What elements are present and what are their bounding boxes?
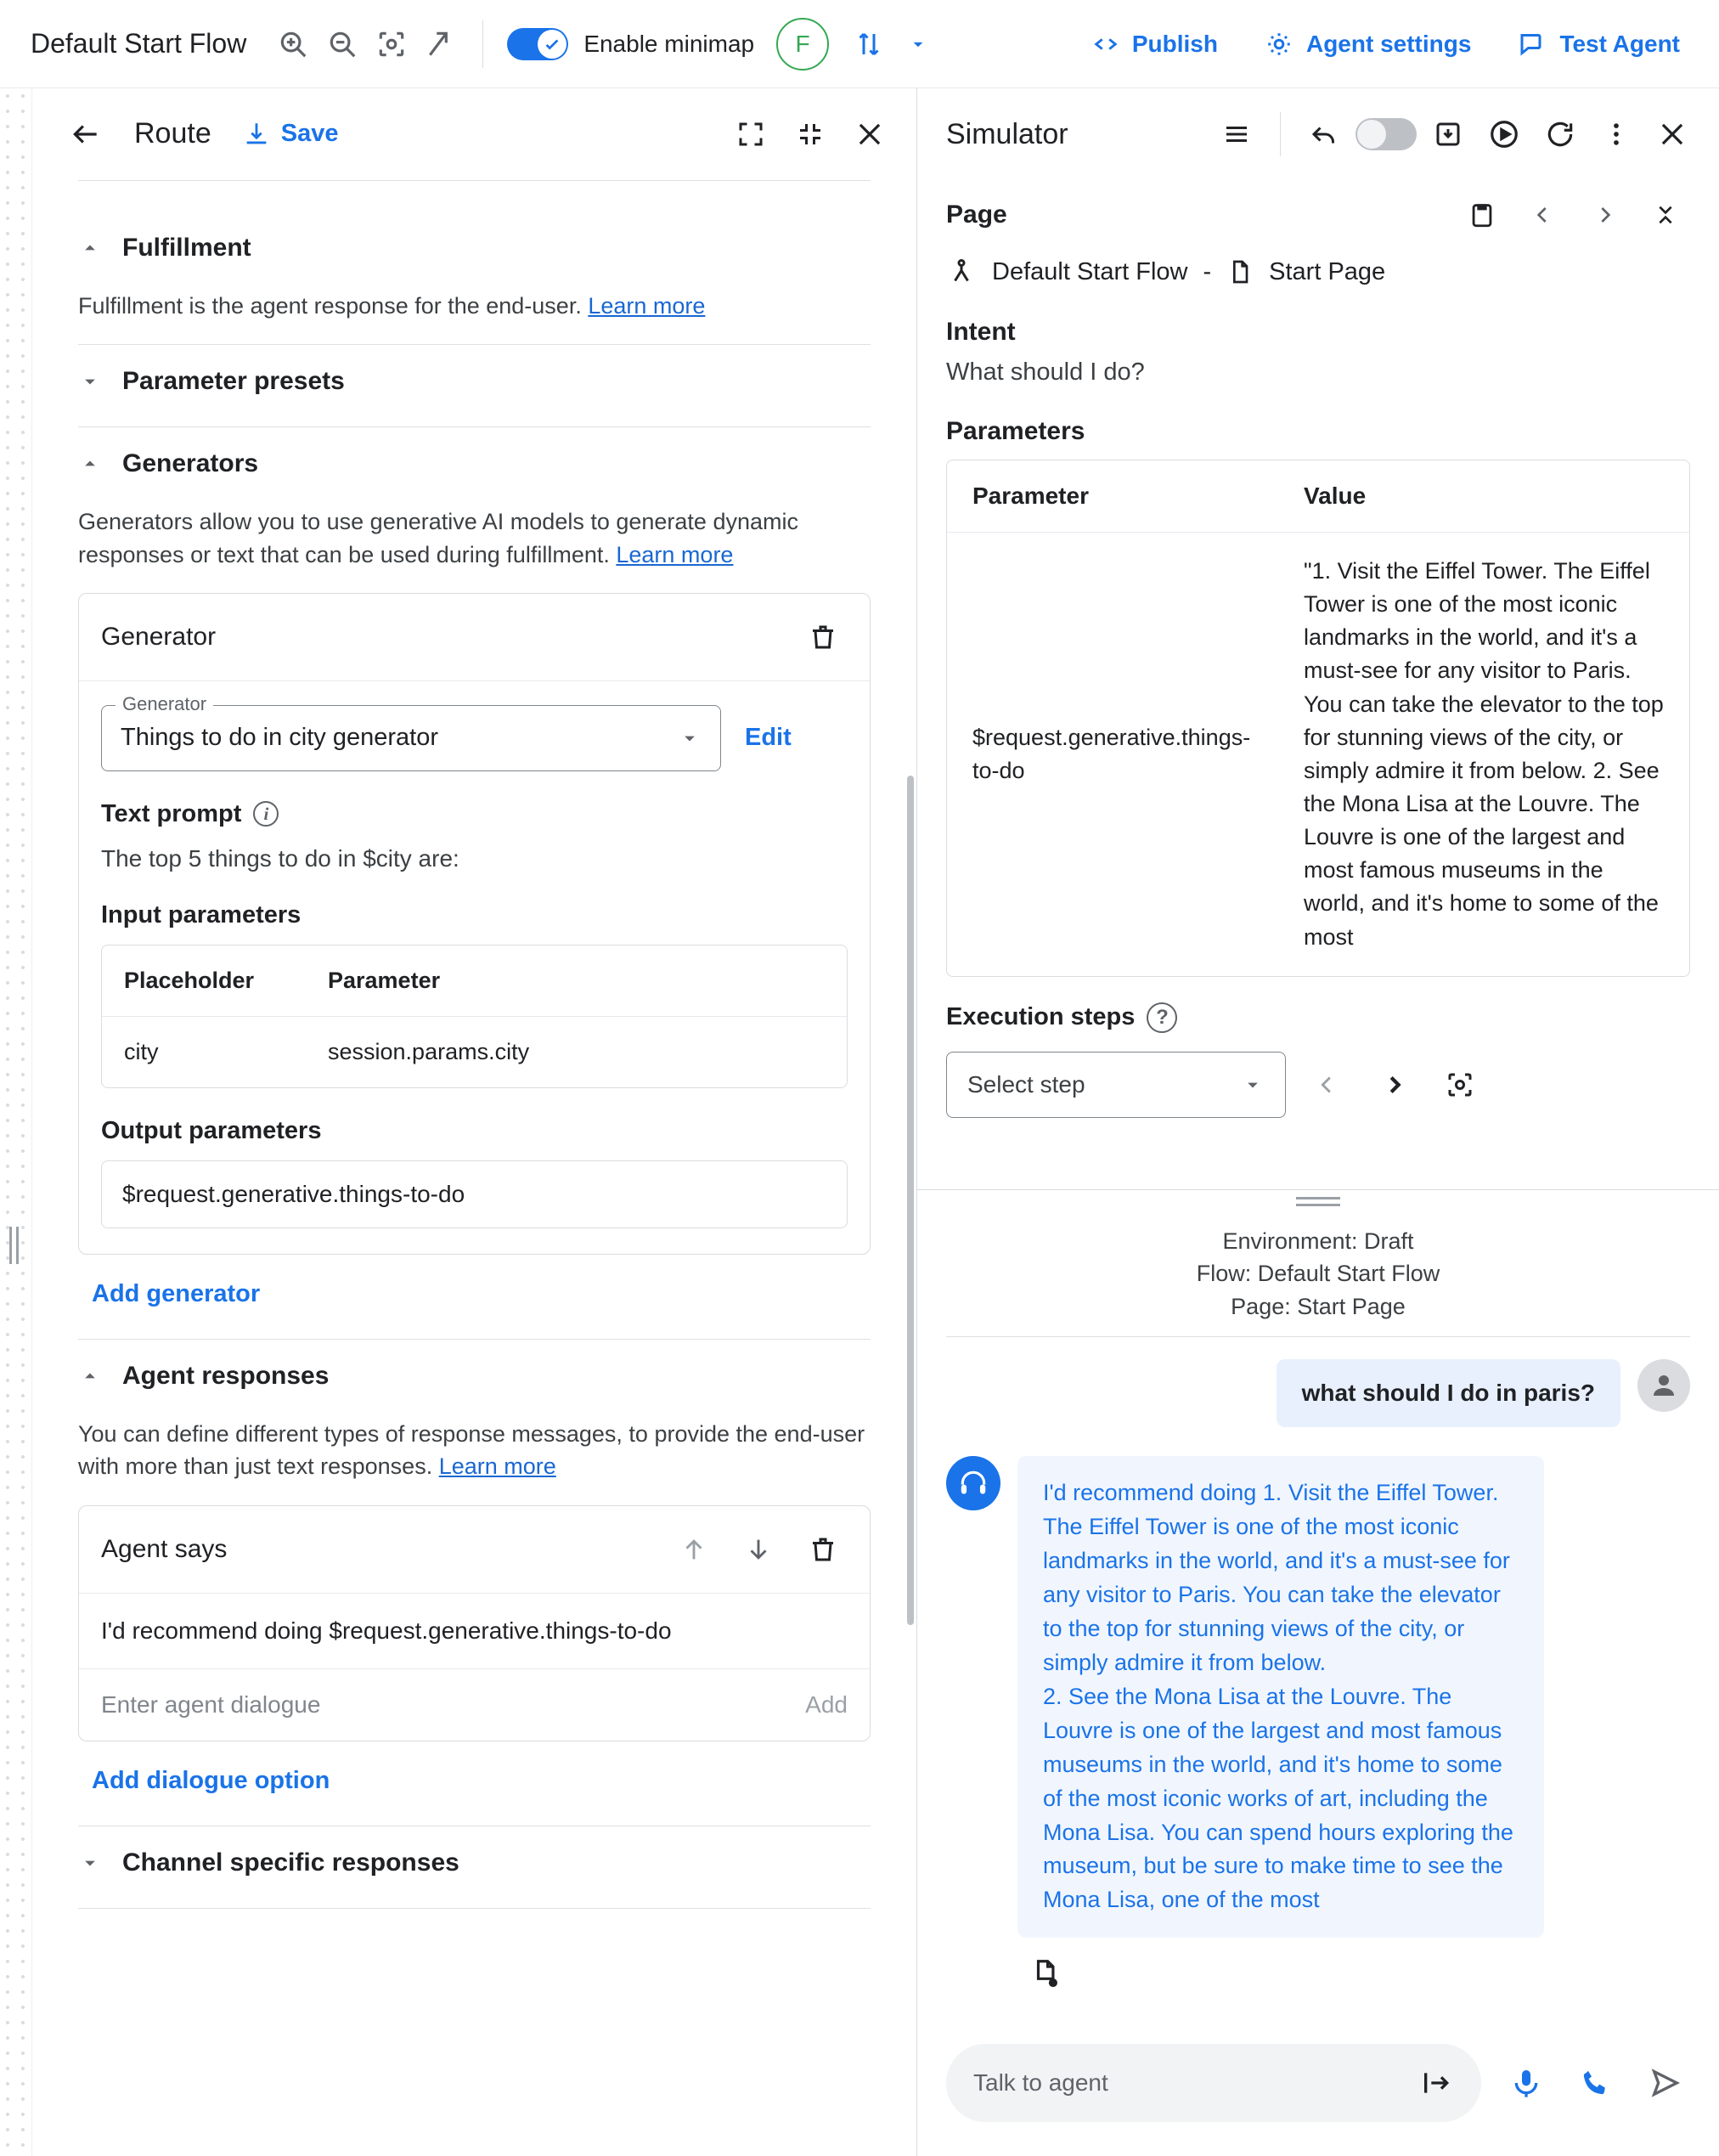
step-focus-icon[interactable]: [1435, 1060, 1485, 1109]
agent-responses-description: [78, 1418, 871, 1483]
divider-5: [78, 1908, 871, 1909]
arrow-down-icon[interactable]: [734, 1525, 783, 1574]
page-breadcrumb: [946, 257, 1690, 287]
enable-minimap-switch[interactable]: [507, 28, 568, 60]
play-icon[interactable]: [1479, 110, 1529, 159]
publish-label: Publish: [1131, 30, 1218, 57]
add-dialogue-option-link[interactable]: Add dialogue option: [92, 1766, 330, 1794]
intent-label: Intent: [946, 318, 1016, 346]
flow-name: Default Start Flow: [992, 257, 1188, 285]
save-label: Save: [280, 120, 339, 147]
agent-message-paragraph-2: 2. See the Mona Lisa at the Louvre. The Louvre is one of the largest and most famous museums in the world, and it's home to some of the most iconic works of art, including the Mona Lisa. You can spend hours exploring the museum, but be sure to make time to see the Mona Lisa, one of the most: [1043, 1683, 1513, 1913]
route-title: Route: [134, 117, 211, 150]
add-generator-link[interactable]: Add generator: [92, 1279, 261, 1307]
step-next-button[interactable]: [1369, 1060, 1418, 1109]
main-body: [0, 88, 1719, 2156]
chevron-up-icon-generators: [78, 452, 100, 476]
agent-message-paragraph-1: I'd recommend doing 1. Visit the Eiffel Tower. The Eiffel Tower is one of the most iconic landmarks in the world, and it's a must-see for any visitor to Paris. You can take the elevator to the top for stunning views of the city, or simply admire it from below.: [1043, 1479, 1510, 1675]
document-info-icon[interactable]: [1026, 1953, 1067, 1994]
select-step-value: Select step: [967, 1070, 1085, 1098]
panel-resize-handle[interactable]: [9, 1227, 23, 1264]
simulator-toggle-knob: [1357, 120, 1386, 149]
top-actions: [1073, 16, 1699, 72]
fulfillment-description: [78, 290, 871, 322]
text-prompt-label-text: Text prompt: [101, 799, 242, 827]
generator-card: [78, 593, 871, 1255]
td-parameter: $request.generative.things-to-do: [972, 724, 1251, 783]
download-icon[interactable]: [1423, 110, 1473, 159]
route-scrollbar[interactable]: [907, 776, 914, 1625]
send-icon[interactable]: [1641, 2058, 1690, 2108]
th-value: Value: [1304, 483, 1367, 509]
generator-card-body: [79, 681, 870, 1254]
route-header: [32, 88, 916, 180]
route-panel: [32, 88, 917, 2156]
route-content: [32, 181, 916, 1909]
page-row-icons: [1457, 190, 1690, 240]
chevron-down-icon-channel: [78, 1851, 100, 1875]
simulator-title: Simulator: [946, 117, 1068, 150]
text-prompt-label: [101, 800, 848, 828]
generator-select-value: Things to do in city generator: [121, 724, 438, 752]
channel-specific-title: Channel specific responses: [122, 1848, 459, 1877]
route-content-scroll[interactable]: [32, 181, 916, 2156]
agent-settings-label: Agent settings: [1305, 30, 1472, 57]
execution-steps-controls: [946, 1052, 1690, 1118]
publish-button[interactable]: [1073, 16, 1237, 72]
environment-info: [946, 1225, 1690, 1323]
step-prev-button[interactable]: [1303, 1060, 1352, 1109]
th-parameter: Parameter: [328, 967, 441, 993]
generator-card-actions: [798, 612, 848, 662]
flow-title: Default Start Flow: [31, 28, 247, 59]
page-name: Start Page: [1269, 257, 1386, 285]
agent-responses-description-text: You can define different types of response messages, to provide the end-user with more than just text responses.: [78, 1420, 865, 1480]
expand-icon[interactable]: [726, 110, 775, 159]
agent-dialogue-placeholder: Enter agent dialogue: [101, 1690, 321, 1718]
send-into-icon[interactable]: [1420, 2066, 1454, 2100]
generator-card-header: [79, 594, 870, 681]
chevron-down-icon-generator-select: [678, 726, 702, 750]
agent-says-card: [78, 1505, 871, 1741]
td-placeholder: city: [124, 1038, 159, 1064]
enable-minimap-label: Enable minimap: [583, 30, 755, 57]
agent-message-bubble: [1017, 1456, 1544, 1938]
fulfillment-title: Fulfillment: [122, 234, 251, 262]
generator-select-legend: Generator: [116, 693, 213, 715]
test-agent-button[interactable]: [1498, 16, 1699, 72]
generator-select-row: [101, 692, 848, 771]
section-channel-specific[interactable]: [78, 1826, 871, 1899]
fit-to-screen-icon[interactable]: [367, 20, 416, 69]
page-icon: [1226, 258, 1254, 285]
generators-learn-more-link[interactable]: Learn more: [616, 541, 734, 567]
breadcrumb-separator: -: [1203, 257, 1212, 285]
sort-menu[interactable]: [844, 20, 943, 69]
generators-title: Generators: [122, 449, 259, 478]
chat-composer: [917, 2023, 1719, 2156]
user-avatar-icon: [1637, 1359, 1690, 1412]
fulfillment-learn-more-link[interactable]: Learn more: [588, 293, 706, 319]
message-info-icon-row: [1026, 1953, 1690, 1994]
parameters-table: [946, 460, 1690, 977]
route-header-actions: [726, 110, 894, 159]
switch-knob: [538, 30, 566, 59]
td-value: "1. Visit the Eiffel Tower. The Eiffel Tower is one of the most iconic landmarks in the world, and it's a must-see for any visitor to Paris. You can take the elevator to the top for stunning views of the city, or simply admire it from below. 2. See the Mona Lisa at the Louvre. The Louvre is one of the largest and most famous museums in the world, and it's home to some of the most: [1304, 558, 1664, 950]
sort-icon[interactable]: [844, 20, 893, 69]
chevron-down-icon-step: [1241, 1073, 1265, 1097]
zoom-in-icon[interactable]: [268, 20, 318, 69]
fulfillment-description-text: Fulfillment is the agent response for the end-user.: [78, 293, 582, 319]
table-row: [102, 1017, 847, 1087]
section-parameter-presets[interactable]: [78, 345, 871, 418]
undo-icon[interactable]: [1299, 110, 1349, 159]
environment-line-3: Page: Start Page: [1231, 1293, 1406, 1319]
talk-to-agent-placeholder: Talk to agent: [973, 2069, 1108, 2096]
output-parameter-input[interactable]: $request.generative.things-to-do: [101, 1160, 848, 1228]
chat-message-agent: [946, 1456, 1690, 1938]
simulator-header: [917, 88, 1719, 180]
info-icon[interactable]: i: [253, 801, 279, 827]
collapse-vertical-icon[interactable]: [1641, 190, 1690, 240]
th-placeholder: Placeholder: [124, 967, 255, 993]
zoom-out-icon[interactable]: [318, 20, 367, 69]
output-parameters-label: Output parameters: [101, 1116, 322, 1144]
execution-steps-label-text: Execution steps: [946, 1003, 1136, 1031]
chat-area: [917, 1208, 1719, 2023]
close-icon-simulator[interactable]: [1648, 110, 1697, 159]
chevron-right-icon[interactable]: [1580, 190, 1629, 240]
trash-icon[interactable]: [798, 612, 848, 662]
arrow-up-icon[interactable]: [669, 1525, 719, 1574]
chevron-down-icon: [78, 370, 100, 393]
close-icon[interactable]: [845, 110, 894, 159]
toolbar-divider: [482, 20, 483, 68]
agent-avatar-icon: [946, 1456, 1000, 1510]
page-row: [946, 190, 1690, 240]
agent-says-actions: [669, 1525, 848, 1574]
chat-divider: [946, 1336, 1690, 1337]
more-vert-icon[interactable]: [1592, 110, 1641, 159]
generator-select[interactable]: [101, 692, 721, 771]
execution-steps-label: [946, 1002, 1690, 1033]
agent-responses-title: Agent responses: [122, 1361, 330, 1390]
minimap-toggle-group[interactable]: [507, 28, 754, 60]
environment-line-1: Environment: Draft: [1222, 1228, 1414, 1254]
save-button[interactable]: [242, 120, 339, 149]
input-parameters-label: Input parameters: [101, 900, 302, 928]
section-agent-responses[interactable]: [78, 1340, 871, 1413]
flow-icon: [946, 257, 977, 287]
avatar[interactable]: F: [776, 18, 829, 71]
talk-to-agent-input[interactable]: [946, 2044, 1481, 2122]
generators-description-text: Generators allow you to use generative AI models to generate dynamic responses or text that can be used during fulfillment.: [78, 509, 798, 567]
list-view-icon[interactable]: [1212, 110, 1261, 159]
simulator-divider: [1280, 112, 1281, 156]
parameter-presets-title: Parameter presets: [122, 367, 345, 396]
input-parameters-table: [101, 945, 848, 1088]
generators-description: [78, 505, 871, 571]
agent-says-header: [79, 1506, 870, 1594]
edit-generator-link[interactable]: Edit: [745, 724, 792, 752]
page-label: Page: [946, 200, 1007, 229]
add-dialogue-button[interactable]: Add: [805, 1690, 848, 1718]
reset-view-icon[interactable]: [416, 20, 465, 69]
agent-says-response-text[interactable]: I'd recommend doing $request.generative.things-to-do: [79, 1594, 870, 1669]
microphone-icon[interactable]: [1502, 2058, 1551, 2108]
chevron-left-icon[interactable]: [1519, 190, 1568, 240]
flow-canvas-rail: [0, 88, 32, 2156]
agent-dialogue-input-row[interactable]: [79, 1669, 870, 1741]
simulator-detail-pane: [917, 180, 1719, 1189]
restart-icon[interactable]: [1536, 110, 1585, 159]
chevron-down-icon[interactable]: [893, 20, 943, 69]
simulator-panel: [917, 88, 1719, 2156]
text-prompt-value: The top 5 things to do in $city are:: [101, 844, 459, 872]
help-icon[interactable]: ?: [1147, 1002, 1177, 1033]
section-generators[interactable]: [78, 427, 871, 500]
agent-says-title: Agent says: [101, 1534, 228, 1563]
td-parameter: session.params.city: [328, 1038, 530, 1064]
simulator-toggle[interactable]: [1355, 118, 1417, 150]
collapse-icon[interactable]: [786, 110, 835, 159]
chevron-up-icon: [78, 236, 100, 260]
agent-settings-button[interactable]: [1245, 16, 1490, 72]
user-message-text: what should I do in paris?: [1277, 1359, 1620, 1427]
phone-icon[interactable]: [1571, 2058, 1620, 2108]
agent-responses-learn-more-link[interactable]: Learn more: [438, 1453, 556, 1480]
clipboard-icon[interactable]: [1457, 190, 1507, 240]
intent-value: What should I do?: [946, 358, 1145, 386]
back-arrow-icon[interactable]: [61, 110, 110, 159]
chat-message-user: [946, 1359, 1690, 1427]
th-parameter: Parameter: [972, 483, 1089, 509]
chevron-up-icon-agent-responses: [78, 1364, 100, 1388]
top-toolbar: [0, 0, 1719, 88]
simulator-split-divider[interactable]: [917, 1189, 1719, 1208]
parameters-label: Parameters: [946, 417, 1085, 445]
generator-card-title: Generator: [101, 622, 217, 651]
parameters-table-row: [947, 533, 1689, 976]
environment-line-2: Flow: Default Start Flow: [1196, 1261, 1440, 1287]
test-agent-label: Test Agent: [1559, 30, 1680, 57]
parameters-table-header: [947, 460, 1689, 533]
section-fulfillment[interactable]: [78, 212, 871, 285]
select-step-dropdown[interactable]: [946, 1052, 1286, 1118]
table-header-row: [102, 945, 847, 1017]
trash-icon-agent-says[interactable]: [798, 1525, 848, 1574]
simulator-header-actions: [1212, 110, 1697, 159]
